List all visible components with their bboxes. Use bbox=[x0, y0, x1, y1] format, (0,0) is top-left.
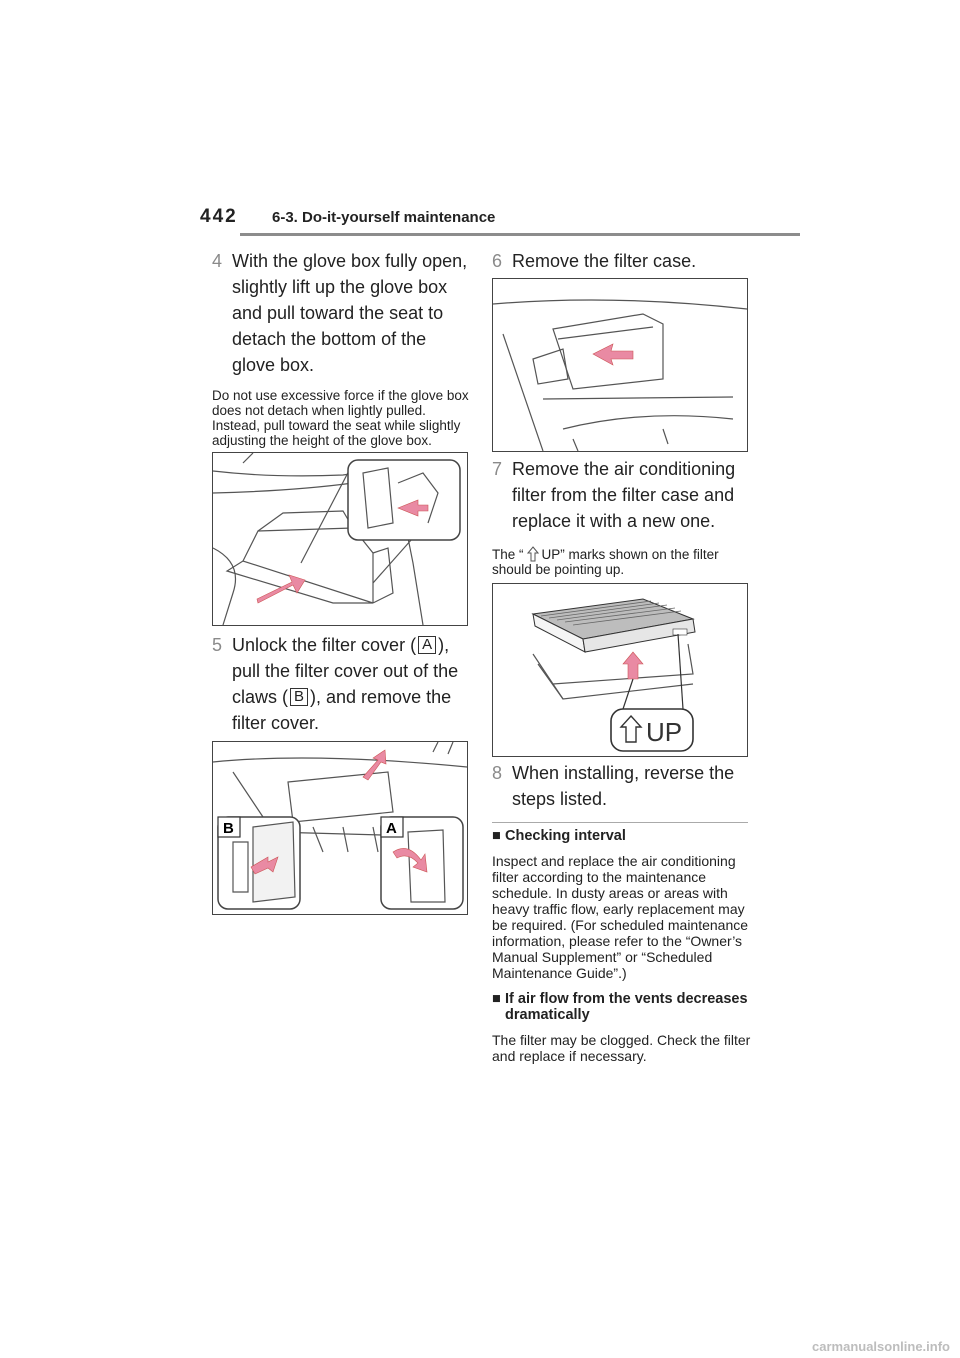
step-number: 4 bbox=[212, 251, 223, 271]
note-part1: The “ bbox=[492, 547, 524, 562]
figure-glove-box bbox=[212, 452, 468, 626]
new-filter-illustration bbox=[493, 584, 747, 756]
left-column-step5 bbox=[212, 632, 470, 736]
lift-arrow-icon bbox=[363, 750, 386, 780]
step-text: With the glove box fully open, slightly lift up the glove box and pull toward the seat to detach the bottom of the glove box. bbox=[232, 251, 468, 375]
section-title: 6-3. Do-it-yourself maintenance bbox=[272, 209, 496, 226]
step-8 bbox=[492, 760, 754, 812]
step-number: 6 bbox=[492, 251, 503, 271]
bullet-square: ■ bbox=[492, 991, 501, 1007]
step-text-part3: ), and remove the filter cover. bbox=[232, 687, 452, 733]
bullet-square: ■ bbox=[492, 828, 501, 844]
figure-filter-cover bbox=[212, 741, 468, 915]
up-mark-callout bbox=[611, 709, 693, 751]
step-6 bbox=[492, 248, 754, 274]
header-rule bbox=[240, 233, 800, 236]
step-text: Remove the air conditioning filter from the filter case and replace it with a new one. bbox=[512, 459, 736, 531]
step-text: When installing, reverse the steps listed. bbox=[512, 763, 735, 809]
right-column-step6 bbox=[492, 248, 754, 274]
right-column-step7 bbox=[492, 456, 754, 577]
figure-label-b: B bbox=[223, 820, 234, 837]
figure-filter-case bbox=[492, 278, 748, 452]
right-column-step8 bbox=[492, 760, 754, 812]
remove-arrow-icon bbox=[593, 344, 633, 365]
section-checking-interval-body: Inspect and replace the air conditioning filter according to the maintenance schedule. In dusty areas or areas with heavy traffic flow, early replacement may be required. (For scheduled maintenance information, please refer to the “Owner’s Manual Supplement” or “Scheduled Maintenance Guide”.) bbox=[492, 853, 749, 981]
info-sections bbox=[492, 828, 754, 1064]
section-airflow-heading bbox=[492, 991, 754, 1023]
page-number: 442 bbox=[200, 206, 238, 227]
filter-element bbox=[533, 599, 695, 652]
filter-cover-illustration bbox=[213, 742, 467, 914]
section-checking-interval-heading bbox=[492, 828, 754, 844]
lift-arrow-icon bbox=[623, 652, 643, 679]
figure-label-a: A bbox=[386, 820, 397, 837]
up-mark-label: UP bbox=[646, 717, 683, 747]
section-airflow-body: The filter may be clogged. Check the filter and replace if necessary. bbox=[492, 1032, 751, 1064]
step-number: 5 bbox=[212, 635, 223, 655]
pull-arrow-icon bbox=[257, 575, 305, 603]
glove-box-illustration bbox=[213, 453, 467, 625]
figure-new-filter bbox=[492, 583, 748, 757]
up-arrow-icon bbox=[527, 546, 539, 562]
label-b-box: B bbox=[290, 688, 308, 706]
step-4 bbox=[212, 248, 470, 378]
step-7-note bbox=[492, 546, 754, 577]
left-column bbox=[212, 248, 470, 448]
zoom-callout bbox=[348, 460, 460, 540]
label-a-box: A bbox=[418, 636, 436, 654]
step-text-part2: ), pull the filter cover out of the claws ( bbox=[232, 635, 459, 707]
filter-case-illustration bbox=[493, 279, 747, 451]
step-text: Remove the filter case. bbox=[512, 251, 697, 271]
section-divider bbox=[492, 822, 748, 823]
step-5 bbox=[212, 632, 470, 736]
step-4-note: Do not use excessive force if the glove box does not detach when lightly pulled. Instead, pull toward the seat while slightly adjusting the height of the glove box. bbox=[212, 388, 469, 448]
step-7 bbox=[492, 456, 754, 534]
step-text-part1: Unlock the filter cover ( bbox=[232, 635, 417, 655]
heading-text: If air flow from the vents decreases dramatically bbox=[505, 991, 748, 1023]
heading-text: Checking interval bbox=[505, 828, 626, 844]
note-part2: UP” marks shown on the filter should be pointing up. bbox=[492, 547, 719, 577]
step-number: 7 bbox=[492, 459, 503, 479]
step-number: 8 bbox=[492, 763, 503, 783]
watermark: carmanualsonline.info bbox=[812, 1339, 950, 1354]
